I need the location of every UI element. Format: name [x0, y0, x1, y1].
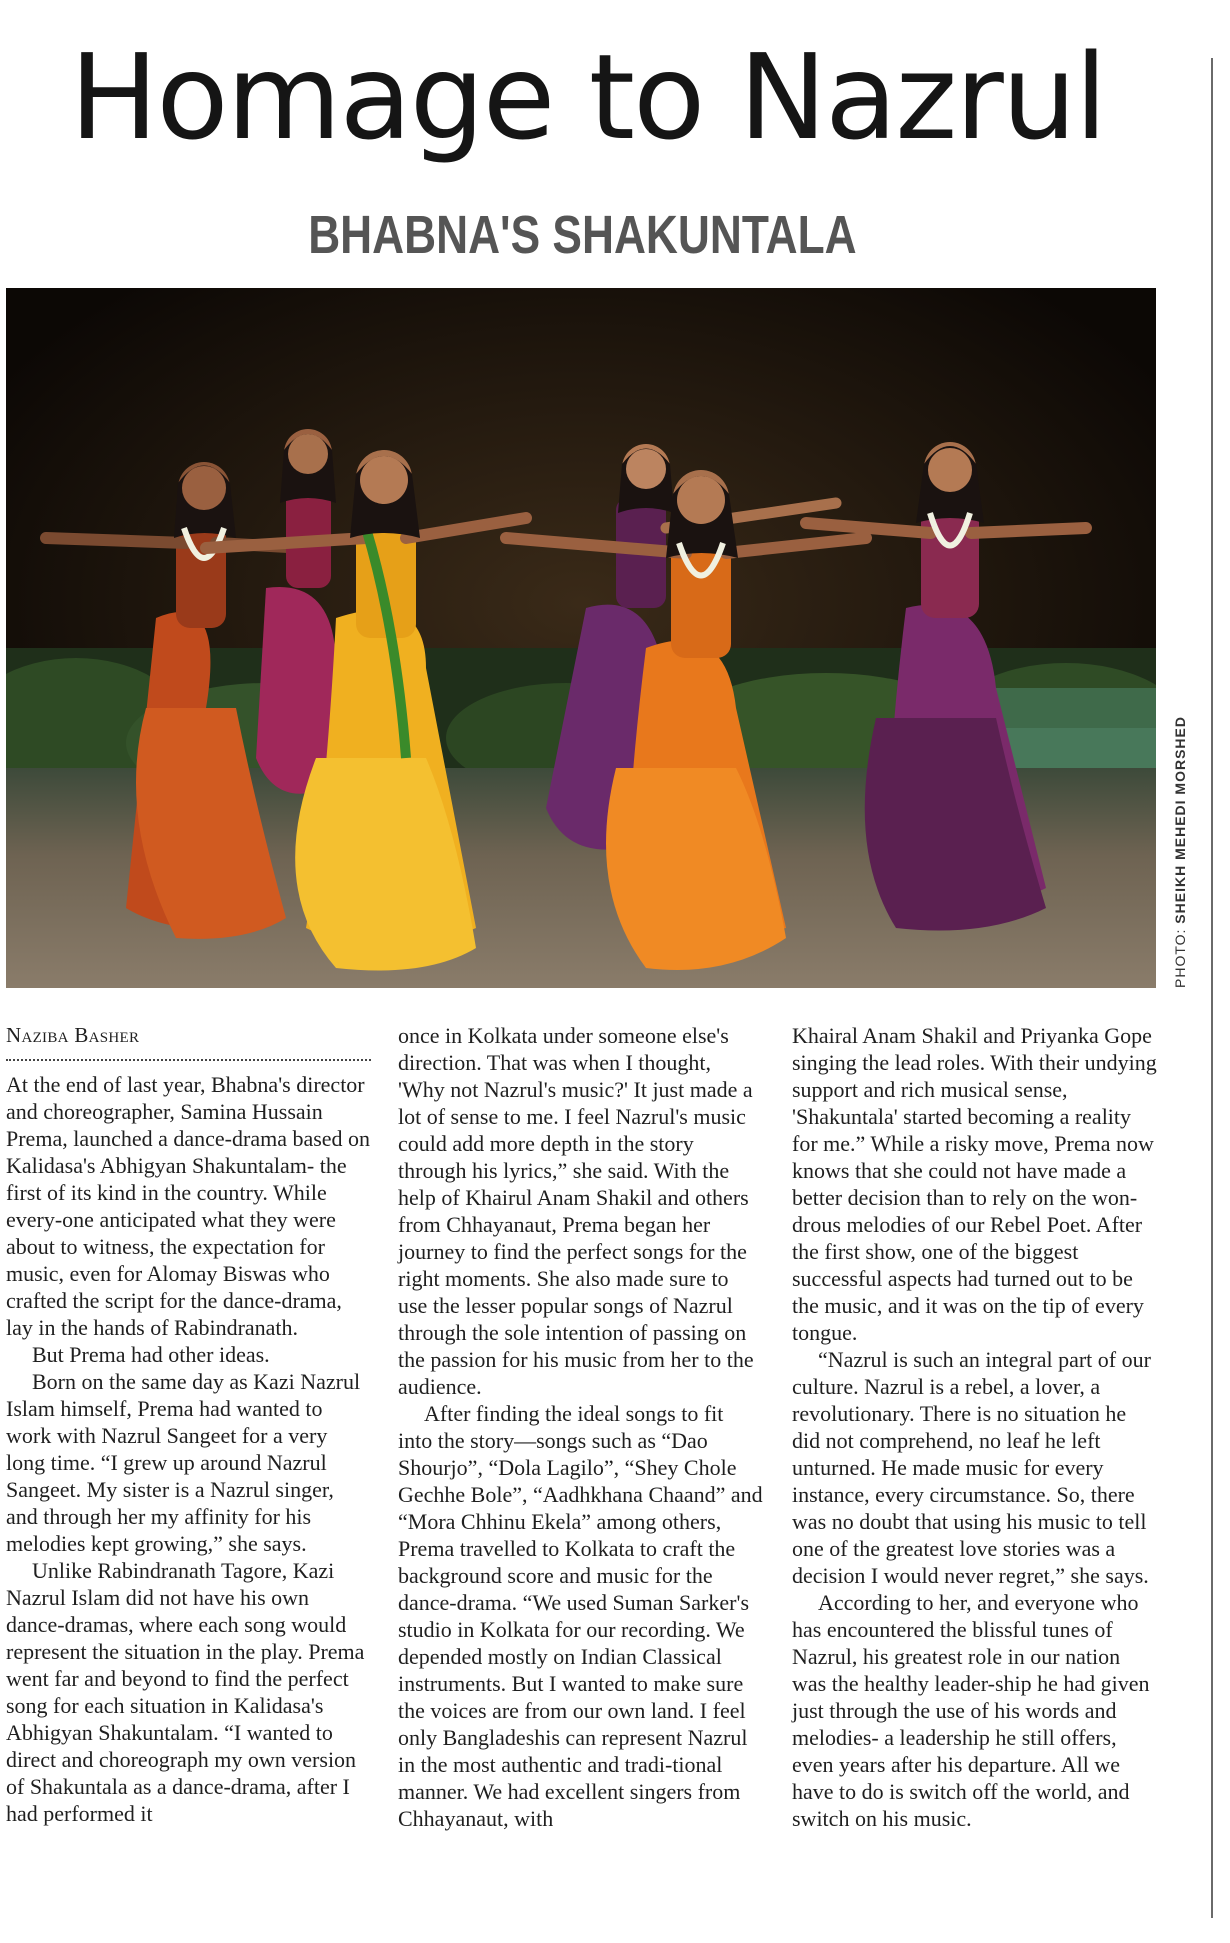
column-2 — [398, 1022, 763, 1832]
paragraph: After finding the ideal songs to fit into the story—songs such as “Dao Shourjo”, “Dola Lagilo”, “Shey Chole Gechhe Bole”, “Aadhkhana Chaand” and “Mora Chhinu Ekela” among others, Prema travelled to Kolkata to craft the background score and music for the dance-drama. “We used Suman Sarker's studio in Kolkata for our recording. We depended mostly on Indian Classical instruments. But I wanted to make sure the voices are from our own land. I feel only Bangladeshis can represent Nazrul in the most authentic and tradi-tional manner. We had excellent singers from Chhayanaut, with — [398, 1401, 763, 1831]
paragraph: At the end of last year, Bhabna's director and choreographer, Samina Hussain Prema, launched a dance-drama based on Kalidasa's Abhigyan Shakuntalam- the first of its kind in the country. While every-one anticipated what they were about to witness, the expectation for music, even for Alomay Biswas who crafted the script for the dance-drama, lay in the hands of Rabindranath. — [6, 1072, 371, 1340]
dance-photo — [6, 288, 1156, 988]
page-edge-rule — [1211, 58, 1213, 1918]
paragraph: Khairal Anam Shakil and Priyanka Gope singing the lead roles. With their undying support and rich musical sense, 'Shakuntala' started becoming a reality for me.” While a risky move, Prema now knows that she could not have made a better decision than to rely on the won-drous melodies of our Rebel Poet. After the first show, one of the biggest successful aspects had turned out to be the music, and it was on the tip of every tongue. — [792, 1023, 1157, 1345]
paragraph: “Nazrul is such an integral part of our culture. Nazrul is a rebel, a lover, a revolutionary. There is no situation he did not comprehend, no leaf he left unturned. He made music for every instance, every circumstance. So, there was no doubt that using his music to tell one of the greatest love stories was a decision I would never regret,” she says. — [792, 1347, 1151, 1588]
photo-credit-prefix: PHOTO: — [1172, 923, 1188, 988]
paragraph: Born on the same day as Kazi Nazrul Islam himself, Prema had wanted to work with Nazrul Sangeet for a very long time. “I grew up around Nazrul Sangeet. My sister is a Nazrul singer, and through her my affinity for his melodies kept growing,” she says. — [6, 1369, 361, 1556]
dancers-illustration — [6, 288, 1156, 988]
paragraph: According to her, and everyone who has encountered the blissful tunes of Nazrul, his greatest role in our nation was the healthy leader-ship he had given just through the use of his words and melodies- a leadership he still offers, even years after his departure. All we have to do is switch off the world, and switch on his music. — [792, 1590, 1150, 1831]
photo-credit — [1172, 716, 1188, 988]
article-body — [6, 1022, 1156, 1937]
paragraph: Unlike Rabindranath Tagore, Kazi Nazrul Islam did not have his own dance-dramas, where each song would represent the situation in the play. Prema went far and beyond to find the perfect song for each situation in Kalidasa's Abhigyan Shakuntalam. “I wanted to direct and choreograph my own version of Shakuntala as a dance-drama, after I had performed it — [6, 1558, 365, 1826]
photo-credit-name: SHEIKH MEHEDI MORSHED — [1172, 716, 1188, 924]
headline: Homage to Nazrul — [69, 28, 1106, 166]
byline: Naziba Basher — [6, 1023, 140, 1047]
subheadline: BHABNA'S SHAKUNTALA — [308, 205, 857, 265]
column-1 — [6, 1022, 371, 1827]
paragraph: once in Kolkata under someone else's direction. That was when I thought, 'Why not Nazrul's music?' It just made a lot of sense to me. I feel Nazrul's music could add more depth in the story through his lyrics,” she said. With the help of Khairul Anam Shakil and others from Chhayanaut, Prema began her journey to find the perfect songs for the right moments. She also made sure to use the lesser popular songs of Nazrul through the sole intention of passing on the passion for his music from her to the audience. — [398, 1023, 754, 1399]
byline-divider — [6, 1051, 371, 1061]
column-3 — [792, 1022, 1157, 1832]
paragraph: But Prema had other ideas. — [32, 1342, 270, 1367]
